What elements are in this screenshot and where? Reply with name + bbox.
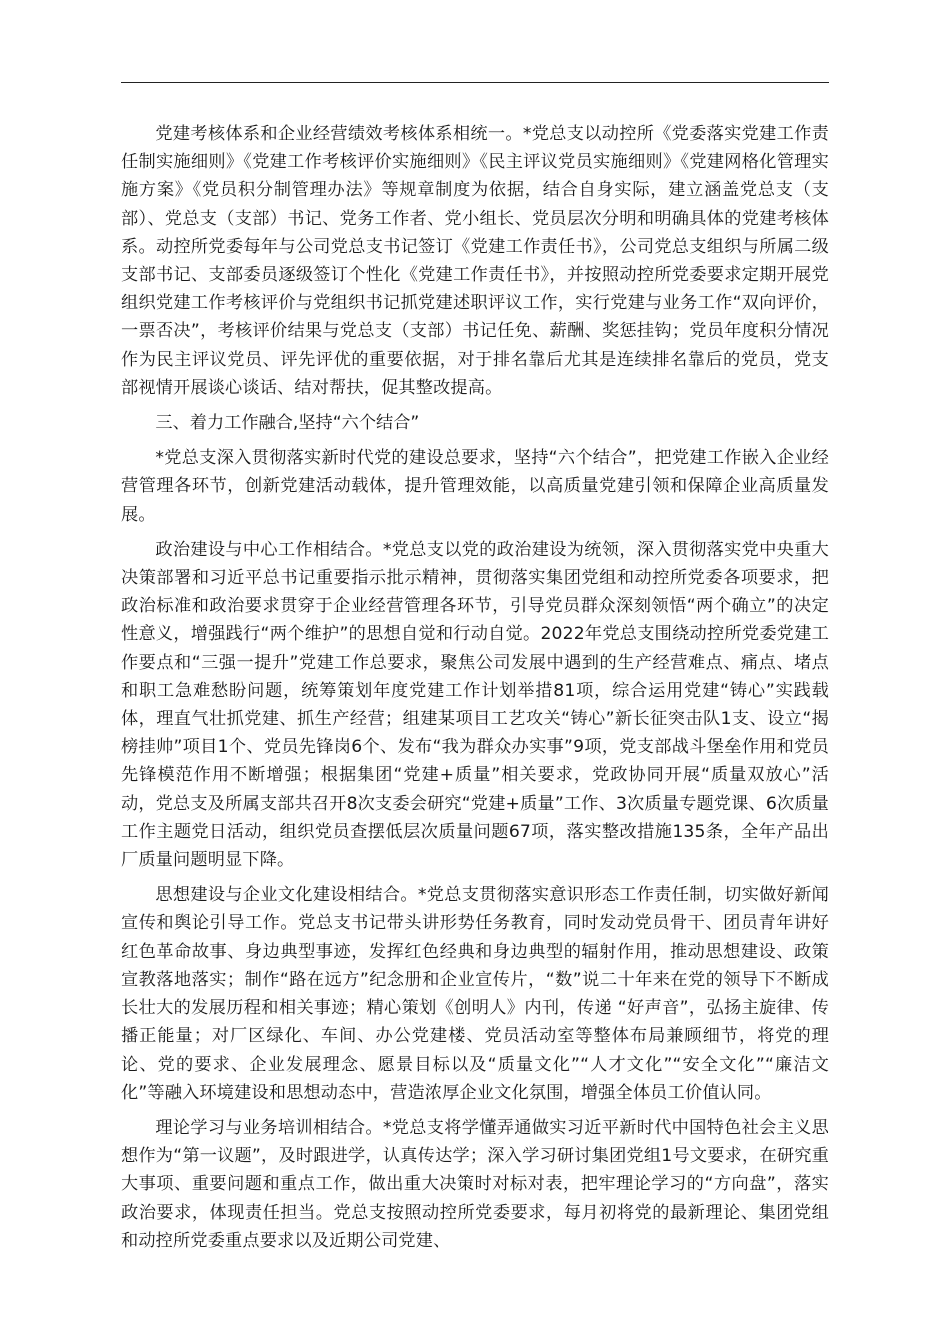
header-rule	[121, 82, 829, 83]
paragraph-political-building: 政治建设与中心工作相结合。*党总支以党的政治建设为统领，深入贯彻落实党中央重大决策部署和习近平总书记重要指示批示精神，贯彻落实集团党组和动控所党委各项要求，把政治标准和政治要求贯穿于企业经营管理各环节，引导党员群众深刻领悟“两个确立”的决定性意义，增强践行“两个维护”的思想自觉和行动自觉。2022年党总支围绕动控所党委党建工作要点和“三强一提升”党建工作总要求，聚焦公司发展中遇到的生产经营难点、痛点、堵点和职工急难愁盼问题，统筹策划年度党建工作计划举措81项，综合运用党建“铸心”实践载体，理直气壮抓党建、抓生产经营；组建某项目工艺攻关“铸心”新长征突击队1支、设立“揭榜挂帅”项目1个、党员先锋岗6个、发布“我为群众办实事”9项，党支部战斗堡垒作用和党员先锋模范作用不断增强；根据集团“党建+质量”相关要求，党政协同开展“质量双放心”活动，党总支及所属支部共召开8次支委会研究“党建+质量”工作、3次质量专题党课、6次质量工作主题党日活动，组织党员查摆低层次质量问题67项，落实整改措施135条，全年产品出厂质量问题明显下降。	[121, 539, 829, 871]
paragraph-assessment-system: 党建考核体系和企业经营绩效考核体系相统一。*党总支以动控所《党委落实党建工作责任制实施细则》《党建工作考核评价实施细则》《民主评议党员实施细则》《党建网格化管理实施方案》《党员积分制管理办法》等规章制度为依据，结合自身实际，建立涵盖党总支（支部）、党总支（支部）书记、党务工作者、党小组长、党员层次分明和明确具体的党建考核体系。动控所党委每年与公司党总支书记签订《党建工作责任书》，公司党总支组织与所属二级支部书记、支部委员逐级签订个性化《党建工作责任书》，并按照动控所党委要求定期开展党组织党建工作考核评价与党组织书记抓党建述职评议工作，实行党建与业务工作“双向评价，一票否决”，考核评价结果与党总支（支部）书记任免、薪酬、奖惩挂钩；党员年度积分情况作为民主评议党员、评先评优的重要依据，对于排名靠后尤其是连续排名靠后的党员，党支部视情开展谈心谈话、结对帮扶，促其整改提高。	[121, 124, 829, 398]
section-heading: 三、着力工作融合,坚持“六个结合”	[155, 413, 420, 434]
paragraph-ideological-culture: 思想建设与企业文化建设相结合。*党总支贯彻落实意识形态工作责任制，切实做好新闻宣传和舆论引导工作。党总支书记带头讲形势任务教育，同时发动党员骨干、团员青年讲好红色革命故事、身边典型事迹，发挥红色经典和身边典型的辐射作用，推动思想建设、政策宣教落地落实；制作“路在远方”纪念册和企业宣传片，“数”说二十年来在党的领导下不断成长壮大的发展历程和相关事迹；精心策划《创明人》内刊，传递 “好声音”，弘扬主旋律、传播正能量；对厂区绿化、车间、办公党建楼、党员活动室等整体布局兼顾细节，将党的理论、党的要求、企业发展理念、愿景目标以及“质量文化”“人才文化”“安全文化”“廉洁文化”等融入环境建设和思想动态中，营造浓厚企业文化氛围，增强全体员工价值认同。	[121, 885, 829, 1103]
paragraph-theory-training: 理论学习与业务培训相结合。*党总支将学懂弄通做实习近平新时代中国特色社会主义思想作为“第一议题”，及时跟进学，认真传达学；深入学习研讨集团党组1号文要求，在研究重大事项、重要问题和重点工作，做出重大决策时对标对表，把牢理论学习的“方向盘”，落实政治要求，体现责任担当。党总支按照动控所党委要求，每月初将党的最新理论、集团党组和动控所党委重点要求以及近期公司党建、	[121, 1117, 829, 1251]
document-body	[121, 120, 829, 1262]
paragraph-intro: *党总支深入贯彻落实新时代党的建设总要求，坚持“六个结合”，把党建工作嵌入企业经营管理各环节，创新党建活动载体，提升管理效能，以高质量党建引领和保障企业高质量发展。	[121, 448, 829, 525]
